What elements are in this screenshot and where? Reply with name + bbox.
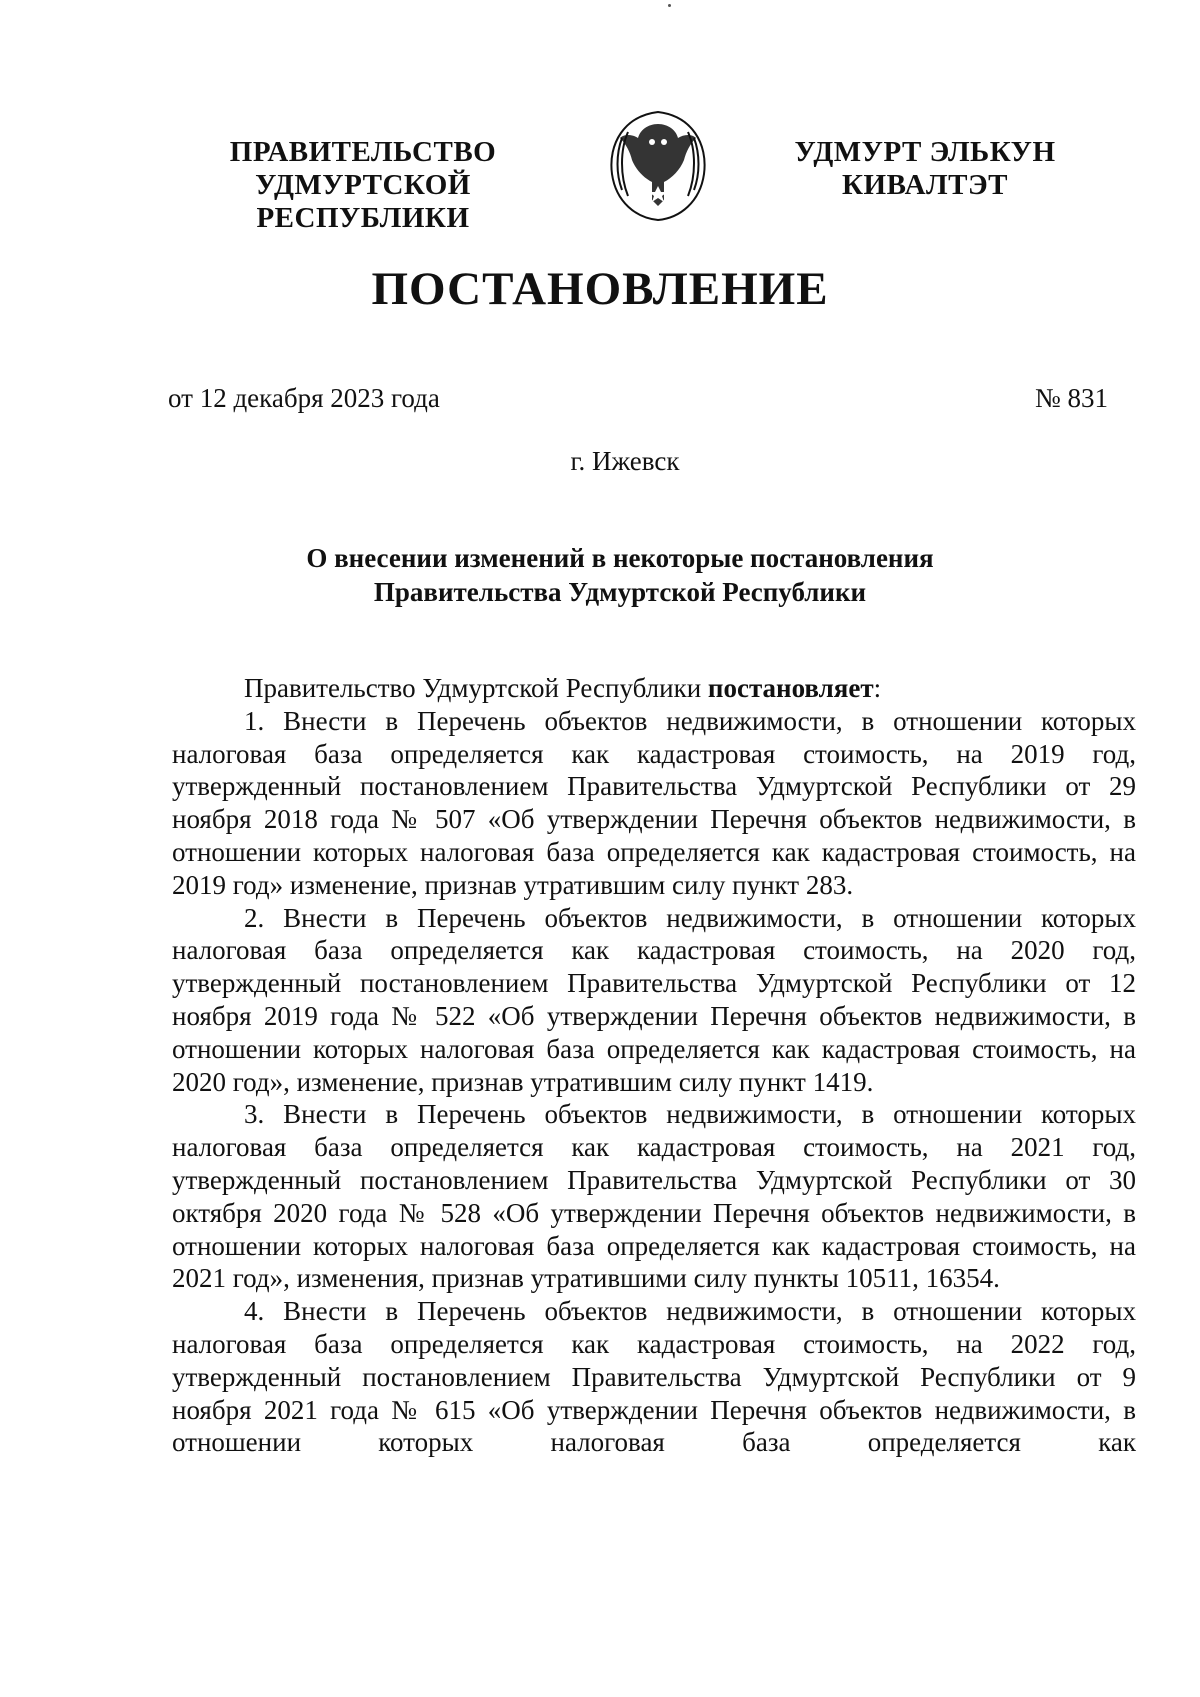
scan-speck: [668, 4, 671, 7]
document-body: [172, 672, 1136, 1459]
document-type: ПОСТАНОВЛЕНИЕ: [371, 263, 829, 315]
preamble-end: :: [873, 673, 882, 703]
header-left-line2: УДМУРТСКОЙ РЕСПУБЛИКИ: [255, 169, 471, 234]
document-number: № 831: [1034, 383, 1108, 413]
coat-of-arms-icon: [602, 108, 714, 224]
paragraph-3: 3. Внести в Перечень объектов недвижимости, в отношении которых налоговая база определяется как кадастровая стоимость, на 2021 год, утвержденный постановлением Правительства Удмуртской Республики от 30 октября 2020 года № 528 «Об утверждении Перечня объектов недвижимости, в отношении которых налоговая база определяется как кадастровая стоимость, на 2021 год», изменения, признав утратившими силу пункты 10511, 16354.: [172, 1099, 1136, 1294]
header-right-line1: УДМУРТ ЭЛЬКУН: [794, 136, 1056, 168]
preamble-text: Правительство Удмуртской Республики: [244, 673, 708, 703]
document-city: г. Ижевск: [570, 446, 680, 476]
paragraph-4: 4. Внести в Перечень объектов недвижимости, в отношении которых налоговая база определяется как кадастровая стоимость, на 2022 год, утвержденный постановлением Правительства Удмуртской Республики от 9 ноября 2021 года № 615 «Об утверждении Перечня объектов недвижимости, в отношении которых налоговая база определяется как: [172, 1296, 1136, 1458]
paragraph-2: 2. Внести в Перечень объектов недвижимости, в отношении которых налоговая база определяется как кадастровая стоимость, на 2020 год, утвержденный постановлением Правительства Удмуртской Республики от 12 ноября 2019 года № 522 «Об утверждении Перечня объектов недвижимости, в отношении которых налоговая база определяется как кадастровая стоимость, на 2020 год», изменение, признав утратившим силу пункт 1419.: [172, 902, 1136, 1097]
preamble: [172, 672, 1136, 705]
document-title: [0, 541, 1200, 609]
document-date: от 12 декабря 2023 года: [168, 383, 440, 413]
preamble-bold: постановляет: [707, 673, 874, 703]
title-line2: Правительства Удмуртской Республики: [373, 577, 867, 607]
title-line1: О внесении изменений в некоторые постановления: [306, 543, 934, 573]
header-left-russian: [148, 136, 578, 235]
header-right-udmurt: [770, 136, 1080, 202]
paragraph-1: 1. Внести в Перечень объектов недвижимости, в отношении которых налоговая база определяется как кадастровая стоимость, на 2019 год, утвержденный постановлением Правительства Удмуртской Республики от 29 ноября 2018 года № 507 «Об утверждении Перечня объектов недвижимости, в отношении которых налоговая база определяется как кадастровая стоимость, на 2019 год» изменение, признав утратившим силу пункт 283.: [172, 705, 1136, 900]
header-right-line2: КИВАЛТЭТ: [841, 169, 1008, 201]
header-left-line1: ПРАВИТЕЛЬСТВО: [229, 136, 497, 168]
